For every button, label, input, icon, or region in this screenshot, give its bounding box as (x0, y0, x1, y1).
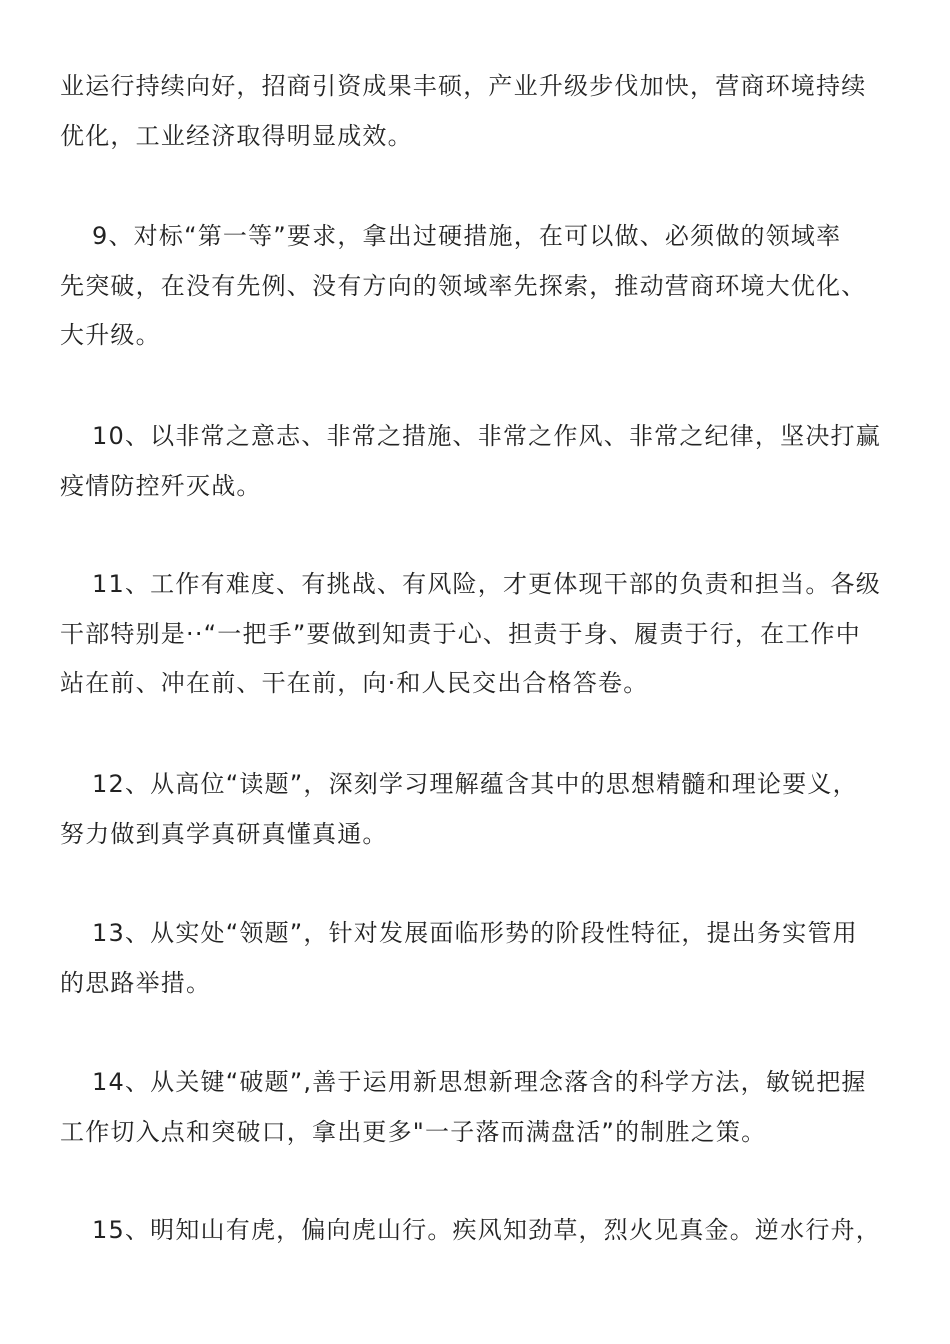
paragraph-item-15 (60, 1206, 900, 1256)
text-line: 15、明知山有虎，偏向虎山行。疾风知劲草，烈火见真金。逆水行舟， (92, 1216, 881, 1244)
paragraph-item-14 (60, 1058, 900, 1157)
text-line: 干部特别是··“一把手”要做到知责于心、担责于身、履责于行，在工作中 (60, 619, 861, 648)
paragraph-item-12 (60, 760, 900, 859)
paragraph-item-10 (60, 412, 900, 511)
text-line: 先突破，在没有先例、没有方向的领域率先探索，推动营商环境大优化、 (60, 271, 867, 300)
text-line: 12、从高位“读题”，深刻学习理解蕴含其中的思想精髓和理论要义， (92, 770, 858, 798)
text-line: 努力做到真学真研真懂真通。 (60, 819, 388, 848)
text-line: 工作切入点和突破口，拿出更多"一子落而满盘活”的制胜之策。 (60, 1117, 767, 1146)
text-line: 大升级。 (60, 321, 161, 349)
text-line: 9、对标“第一等”要求，拿出过硬措施，在可以做、必须做的领域率 (92, 222, 842, 250)
text-line: 14、从关键“破题”,善于运用新思想新理念落含的科学方法，敏锐把握 (92, 1068, 867, 1096)
text-line: 站在前、冲在前、干在前，向·和人民交出合格答卷。 (60, 669, 649, 697)
text-line: 13、从实处“领题”，针对发展面临形势的阶段性特征，提出务实管用 (92, 919, 858, 947)
text-line: 优化，工业经济取得明显成效。 (60, 121, 413, 150)
text-line: 10、以非常之意志、非常之措施、非常之作风、非常之纪律，坚决打赢 (92, 422, 881, 450)
paragraph-item-9 (60, 212, 900, 361)
text-line: 业运行持续向好，招商引资成果丰硕，产业升级步伐加快，营商环境持续 (60, 72, 867, 100)
text-line: 疫情防控歼灭战。 (60, 471, 262, 500)
paragraph-item-13 (60, 909, 900, 1008)
paragraph-item-11 (60, 560, 900, 709)
paragraph-continuation (60, 62, 900, 161)
text-line: 的思路举措。 (60, 968, 212, 997)
text-line: 11、工作有难度、有挑战、有风险，才更体现干部的负责和担当。各级 (92, 570, 881, 598)
